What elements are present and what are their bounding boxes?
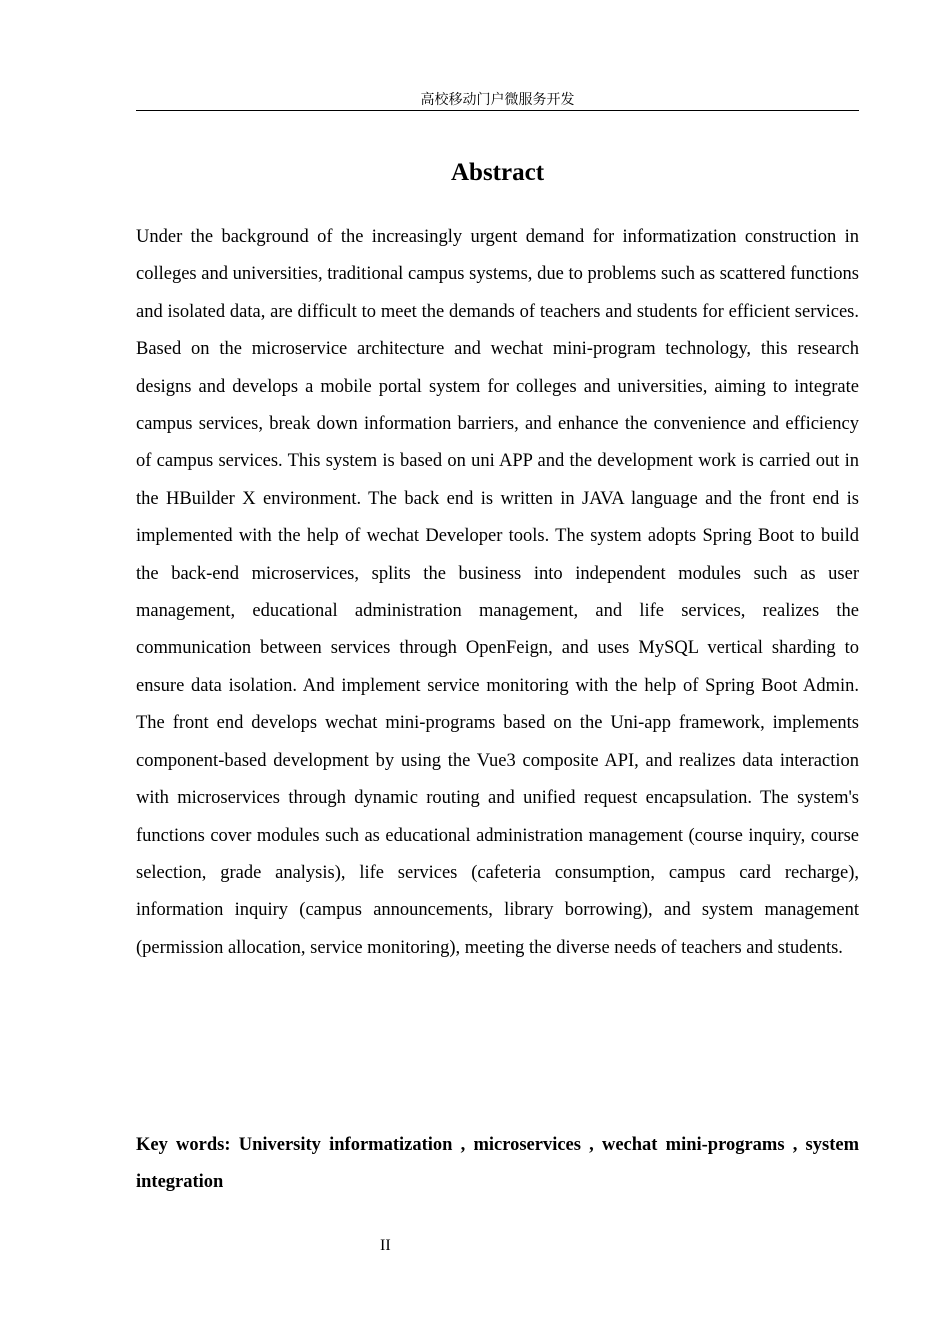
abstract-body: Under the background of the increasingly urgent demand for informatization construction in colleges and universities, traditional campus systems, due to problems such as scattered functions and isolated data, are difficult to meet the demands of teachers and students for efficient services. Based on the microservice architecture and wechat mini-program technology, this research designs and develops a mobile portal system for colleges and universities, aiming to integrate campus services, break down information barriers, and enhance the convenience and efficiency of campus services. This system is based on uni APP and the development work is carried out in the HBuilder X environment. The back end is written in JAVA language and the front end is implemented with the help of wechat Developer tools. The system adopts Spring Boot to build the back-end microservices, splits the business into independent modules such as user management, educational administration management, and life services, realizes the communication between services through OpenFeign, and uses MySQL vertical sharding to ensure data isolation. And implement service monitoring with the help of Spring Boot Admin. The front end develops wechat mini-programs based on the Uni-app framework, implements component-based development by using the Vue3 composite API, and realizes data interaction with microservices through dynamic routing and unified request encapsulation. The system's functions cover modules such as educational administration management (course inquiry, course selection, grade analysis), life services (cafeteria consumption, campus card recharge), information inquiry (campus announcements, library borrowing), and system management (permission allocation, service monitoring), meeting the diverse needs of teachers and students. bbox=[136, 227, 859, 958]
abstract-title: Abstract bbox=[450, 159, 545, 186]
header-rule bbox=[136, 110, 859, 111]
keywords: Key words: University informatization , microservices , wechat mini-programs , system integration bbox=[136, 1135, 859, 1193]
running-header: 高校移动门户微服务开发 bbox=[420, 92, 575, 108]
page-number: II bbox=[380, 1237, 391, 1254]
